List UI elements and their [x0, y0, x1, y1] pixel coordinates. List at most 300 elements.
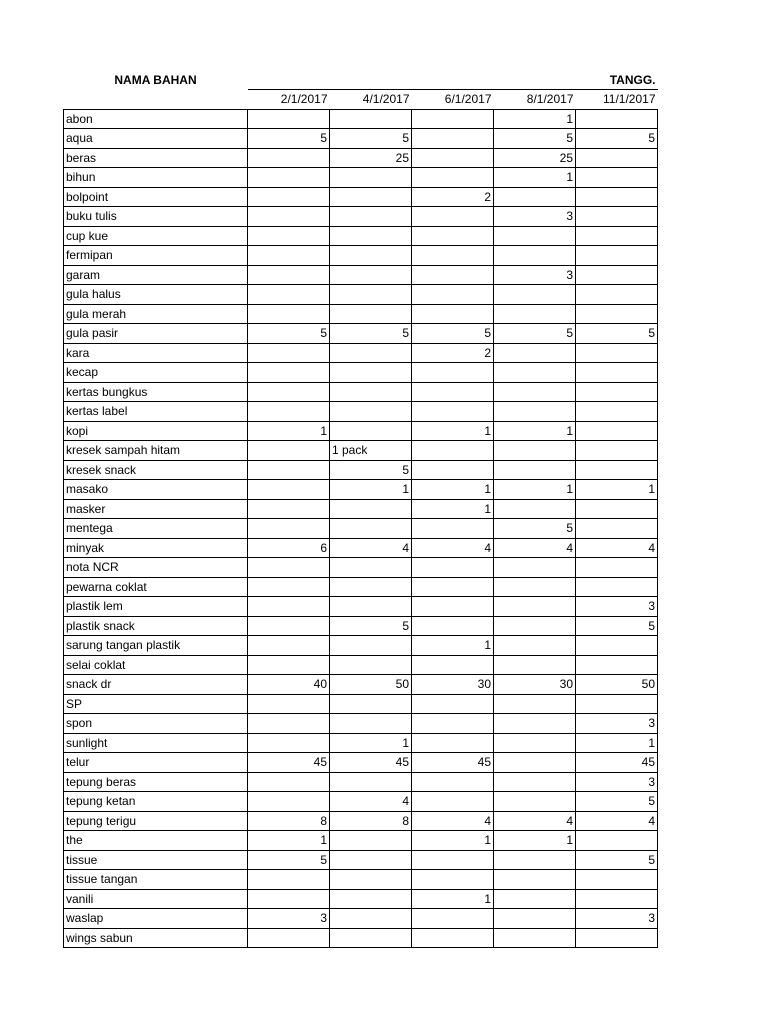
item-name-cell[interactable]: nota NCR — [64, 558, 248, 578]
quantity-cell[interactable] — [330, 577, 412, 597]
quantity-cell[interactable] — [330, 870, 412, 890]
quantity-cell[interactable] — [576, 246, 658, 266]
quantity-cell[interactable]: 1 — [576, 480, 658, 500]
quantity-cell[interactable] — [494, 636, 576, 656]
item-name-cell[interactable]: kertas bungkus — [64, 382, 248, 402]
table-row — [64, 694, 658, 714]
item-name-cell[interactable]: SP — [64, 694, 248, 714]
quantity-cell[interactable] — [330, 772, 412, 792]
date-header-cell[interactable]: 11/1/2017 — [576, 90, 658, 110]
quantity-cell[interactable] — [576, 694, 658, 714]
table-row — [64, 597, 658, 617]
quantity-cell[interactable]: 5 — [494, 324, 576, 344]
quantity-cell[interactable]: 30 — [412, 675, 494, 695]
quantity-cell[interactable] — [494, 363, 576, 383]
quantity-cell[interactable]: 1 — [412, 831, 494, 851]
quantity-cell[interactable]: 1 — [412, 499, 494, 519]
quantity-cell[interactable]: 3 — [576, 714, 658, 734]
quantity-cell[interactable] — [330, 265, 412, 285]
quantity-cell[interactable] — [248, 285, 330, 305]
quantity-cell[interactable] — [248, 928, 330, 948]
table-row — [64, 109, 658, 129]
quantity-cell[interactable] — [576, 109, 658, 129]
quantity-cell[interactable] — [248, 246, 330, 266]
table-row — [64, 655, 658, 675]
quantity-cell[interactable]: 5 — [330, 324, 412, 344]
quantity-cell[interactable]: 5 — [494, 519, 576, 539]
quantity-cell[interactable] — [576, 499, 658, 519]
quantity-cell[interactable]: 1 — [494, 168, 576, 188]
quantity-cell[interactable] — [248, 733, 330, 753]
quantity-cell[interactable] — [494, 285, 576, 305]
quantity-cell[interactable] — [330, 402, 412, 422]
quantity-cell[interactable] — [248, 616, 330, 636]
quantity-cell[interactable]: 5 — [330, 129, 412, 149]
item-name-cell[interactable]: kara — [64, 343, 248, 363]
quantity-cell[interactable] — [412, 714, 494, 734]
table-row — [64, 733, 658, 753]
quantity-cell[interactable] — [412, 928, 494, 948]
quantity-cell[interactable]: 4 — [412, 538, 494, 558]
quantity-cell[interactable] — [576, 577, 658, 597]
quantity-cell[interactable]: 4 — [330, 538, 412, 558]
quantity-cell[interactable] — [494, 655, 576, 675]
quantity-cell[interactable] — [330, 207, 412, 227]
table-row — [64, 714, 658, 734]
quantity-cell[interactable] — [330, 714, 412, 734]
quantity-cell[interactable] — [248, 226, 330, 246]
quantity-cell[interactable] — [330, 421, 412, 441]
quantity-cell[interactable]: 50 — [330, 675, 412, 695]
quantity-cell[interactable] — [494, 577, 576, 597]
item-name-cell[interactable]: gula merah — [64, 304, 248, 324]
quantity-cell[interactable] — [248, 655, 330, 675]
tanggal-header[interactable]: TANGG. — [609, 73, 656, 87]
table-row — [64, 168, 658, 188]
quantity-cell[interactable] — [494, 889, 576, 909]
quantity-cell[interactable] — [248, 168, 330, 188]
item-name-cell[interactable]: abon — [64, 109, 248, 129]
quantity-cell[interactable] — [330, 343, 412, 363]
item-name-cell[interactable]: selai coklat — [64, 655, 248, 675]
table-row — [64, 441, 658, 461]
quantity-cell[interactable] — [248, 343, 330, 363]
quantity-cell[interactable]: 3 — [494, 207, 576, 227]
quantity-cell[interactable]: 5 — [248, 129, 330, 149]
quantity-cell[interactable] — [576, 363, 658, 383]
quantity-cell[interactable]: 1 — [494, 831, 576, 851]
table-row — [64, 811, 658, 831]
table-row — [64, 538, 658, 558]
table-row — [64, 187, 658, 207]
item-name-cell[interactable]: tepung beras — [64, 772, 248, 792]
quantity-cell[interactable] — [412, 226, 494, 246]
table-row — [64, 480, 658, 500]
quantity-cell[interactable] — [494, 187, 576, 207]
table-row — [64, 363, 658, 383]
quantity-cell[interactable] — [576, 382, 658, 402]
quantity-cell[interactable]: 5 — [330, 460, 412, 480]
quantity-cell[interactable] — [576, 636, 658, 656]
table-row — [64, 519, 658, 539]
item-name-cell[interactable]: telur — [64, 753, 248, 773]
quantity-cell[interactable] — [330, 850, 412, 870]
quantity-cell[interactable] — [412, 382, 494, 402]
quantity-cell[interactable]: 8 — [248, 811, 330, 831]
item-name-cell[interactable]: masker — [64, 499, 248, 519]
quantity-cell[interactable] — [412, 363, 494, 383]
quantity-cell[interactable]: 5 — [576, 129, 658, 149]
quantity-cell[interactable]: 4 — [494, 811, 576, 831]
quantity-cell[interactable]: 3 — [494, 265, 576, 285]
quantity-cell[interactable] — [576, 870, 658, 890]
quantity-cell[interactable] — [330, 363, 412, 383]
item-name-cell[interactable]: snack dr — [64, 675, 248, 695]
quantity-cell[interactable]: 1 — [330, 480, 412, 500]
quantity-cell[interactable]: 30 — [494, 675, 576, 695]
date-header-cell[interactable]: 6/1/2017 — [412, 90, 494, 110]
quantity-cell[interactable]: 5 — [330, 616, 412, 636]
quantity-cell[interactable]: 1 — [412, 636, 494, 656]
quantity-cell[interactable] — [576, 343, 658, 363]
quantity-cell[interactable] — [248, 480, 330, 500]
quantity-cell[interactable]: 5 — [576, 324, 658, 344]
table-row — [64, 616, 658, 636]
item-name-cell[interactable]: plastik lem — [64, 597, 248, 617]
quantity-cell[interactable] — [248, 597, 330, 617]
quantity-cell[interactable] — [412, 148, 494, 168]
item-name-cell[interactable]: bihun — [64, 168, 248, 188]
quantity-cell[interactable]: 5 — [412, 324, 494, 344]
quantity-cell[interactable]: 4 — [330, 792, 412, 812]
item-name-cell[interactable]: buku tulis — [64, 207, 248, 227]
quantity-cell[interactable] — [248, 109, 330, 129]
quantity-cell[interactable]: 8 — [330, 811, 412, 831]
quantity-cell[interactable] — [248, 441, 330, 461]
quantity-cell[interactable] — [248, 382, 330, 402]
quantity-cell[interactable]: 4 — [412, 811, 494, 831]
quantity-cell[interactable] — [494, 402, 576, 422]
quantity-cell[interactable] — [248, 207, 330, 227]
quantity-cell[interactable] — [330, 304, 412, 324]
quantity-cell[interactable] — [576, 441, 658, 461]
quantity-cell[interactable] — [330, 597, 412, 617]
item-name-cell[interactable]: aqua — [64, 129, 248, 149]
quantity-cell[interactable] — [412, 772, 494, 792]
quantity-cell[interactable] — [330, 187, 412, 207]
quantity-cell[interactable] — [412, 129, 494, 149]
item-name-cell[interactable]: beras — [64, 148, 248, 168]
quantity-cell[interactable] — [494, 714, 576, 734]
quantity-cell[interactable] — [248, 694, 330, 714]
table-row — [64, 870, 658, 890]
date-header-cell[interactable]: 4/1/2017 — [330, 90, 412, 110]
quantity-cell[interactable] — [576, 168, 658, 188]
quantity-cell[interactable] — [412, 109, 494, 129]
quantity-cell[interactable] — [576, 519, 658, 539]
quantity-cell[interactable] — [248, 577, 330, 597]
item-name-cell[interactable]: mentega — [64, 519, 248, 539]
quantity-cell[interactable] — [576, 285, 658, 305]
date-header-row — [64, 90, 658, 110]
quantity-cell[interactable] — [330, 558, 412, 578]
quantity-cell[interactable] — [494, 382, 576, 402]
quantity-cell[interactable] — [248, 519, 330, 539]
quantity-cell[interactable] — [412, 519, 494, 539]
quantity-cell[interactable] — [412, 870, 494, 890]
quantity-cell[interactable] — [412, 733, 494, 753]
quantity-cell[interactable] — [330, 499, 412, 519]
quantity-cell[interactable]: 5 — [576, 850, 658, 870]
table-row — [64, 402, 658, 422]
quantity-cell[interactable]: 5 — [248, 324, 330, 344]
quantity-cell[interactable]: 3 — [576, 909, 658, 929]
quantity-cell[interactable] — [412, 577, 494, 597]
quantity-cell[interactable] — [576, 421, 658, 441]
quantity-cell[interactable]: 25 — [494, 148, 576, 168]
table-row — [64, 382, 658, 402]
quantity-cell[interactable]: 4 — [576, 538, 658, 558]
quantity-cell[interactable]: 45 — [576, 753, 658, 773]
item-name-cell[interactable]: vanili — [64, 889, 248, 909]
quantity-cell[interactable] — [494, 928, 576, 948]
table-row — [64, 675, 658, 695]
quantity-cell[interactable]: 2 — [412, 187, 494, 207]
quantity-cell[interactable] — [248, 792, 330, 812]
quantity-cell[interactable]: 3 — [576, 597, 658, 617]
quantity-cell[interactable] — [494, 870, 576, 890]
quantity-cell[interactable] — [330, 246, 412, 266]
quantity-cell[interactable]: 1 pack — [330, 441, 412, 461]
quantity-cell[interactable] — [494, 616, 576, 636]
quantity-cell[interactable] — [412, 655, 494, 675]
quantity-cell[interactable]: 1 — [494, 421, 576, 441]
item-name-cell[interactable]: garam — [64, 265, 248, 285]
quantity-cell[interactable]: 45 — [330, 753, 412, 773]
quantity-cell[interactable]: 50 — [576, 675, 658, 695]
quantity-cell[interactable] — [412, 694, 494, 714]
quantity-cell[interactable] — [494, 772, 576, 792]
quantity-cell[interactable] — [330, 909, 412, 929]
quantity-cell[interactable] — [576, 148, 658, 168]
quantity-cell[interactable]: 45 — [412, 753, 494, 773]
quantity-cell[interactable] — [576, 460, 658, 480]
spreadsheet — [63, 71, 658, 948]
item-name-cell[interactable]: waslap — [64, 909, 248, 929]
quantity-cell[interactable] — [412, 460, 494, 480]
quantity-cell[interactable]: 25 — [330, 148, 412, 168]
quantity-cell[interactable] — [576, 928, 658, 948]
quantity-cell[interactable] — [248, 870, 330, 890]
table-row — [64, 304, 658, 324]
quantity-cell[interactable] — [494, 499, 576, 519]
item-name-cell[interactable]: pewarna coklat — [64, 577, 248, 597]
date-header-cell[interactable]: 2/1/2017 — [248, 90, 330, 110]
quantity-cell[interactable] — [494, 733, 576, 753]
quantity-cell[interactable] — [248, 889, 330, 909]
quantity-cell[interactable] — [412, 616, 494, 636]
item-name-cell[interactable]: spon — [64, 714, 248, 734]
quantity-cell[interactable] — [412, 850, 494, 870]
quantity-cell[interactable] — [330, 831, 412, 851]
quantity-cell[interactable] — [494, 441, 576, 461]
table-row — [64, 265, 658, 285]
quantity-cell[interactable] — [330, 285, 412, 305]
quantity-cell[interactable] — [412, 304, 494, 324]
item-name-cell[interactable]: wings sabun — [64, 928, 248, 948]
quantity-cell[interactable] — [576, 304, 658, 324]
quantity-cell[interactable] — [494, 597, 576, 617]
quantity-cell[interactable]: 1 — [576, 733, 658, 753]
quantity-cell[interactable]: 3 — [576, 772, 658, 792]
quantity-cell[interactable] — [494, 343, 576, 363]
item-name-cell[interactable]: plastik snack — [64, 616, 248, 636]
quantity-cell[interactable]: 6 — [248, 538, 330, 558]
quantity-cell[interactable] — [494, 753, 576, 773]
quantity-cell[interactable] — [330, 694, 412, 714]
quantity-cell[interactable]: 1 — [412, 480, 494, 500]
quantity-cell[interactable] — [412, 792, 494, 812]
quantity-cell[interactable] — [494, 460, 576, 480]
item-name-cell[interactable]: tepung terigu — [64, 811, 248, 831]
quantity-cell[interactable] — [576, 558, 658, 578]
quantity-cell[interactable] — [576, 831, 658, 851]
quantity-cell[interactable] — [494, 558, 576, 578]
quantity-cell[interactable] — [248, 402, 330, 422]
quantity-cell[interactable] — [330, 889, 412, 909]
item-name-cell[interactable]: masako — [64, 480, 248, 500]
quantity-cell[interactable] — [494, 246, 576, 266]
quantity-cell[interactable] — [412, 402, 494, 422]
quantity-cell[interactable]: 4 — [576, 811, 658, 831]
quantity-cell[interactable] — [248, 558, 330, 578]
item-name-cell[interactable]: sarung tangan plastik — [64, 636, 248, 656]
item-name-cell[interactable]: gula halus — [64, 285, 248, 305]
quantity-cell[interactable] — [248, 636, 330, 656]
table-row — [64, 792, 658, 812]
quantity-cell[interactable]: 1 — [330, 733, 412, 753]
quantity-cell[interactable] — [330, 109, 412, 129]
quantity-cell[interactable]: 5 — [576, 792, 658, 812]
quantity-cell[interactable]: 40 — [248, 675, 330, 695]
quantity-cell[interactable] — [494, 304, 576, 324]
item-name-cell[interactable]: gula pasir — [64, 324, 248, 344]
quantity-cell[interactable]: 1 — [412, 421, 494, 441]
item-name-cell[interactable]: tissue tangan — [64, 870, 248, 890]
quantity-cell[interactable] — [330, 655, 412, 675]
quantity-cell[interactable]: 5 — [494, 129, 576, 149]
item-name-cell[interactable]: kopi — [64, 421, 248, 441]
quantity-cell[interactable]: 3 — [248, 909, 330, 929]
quantity-cell[interactable] — [248, 714, 330, 734]
quantity-cell[interactable] — [494, 226, 576, 246]
table-row — [64, 129, 658, 149]
item-name-cell[interactable]: tepung ketan — [64, 792, 248, 812]
quantity-cell[interactable] — [576, 226, 658, 246]
quantity-cell[interactable] — [412, 909, 494, 929]
quantity-cell[interactable] — [412, 597, 494, 617]
quantity-cell[interactable]: 1 — [412, 889, 494, 909]
item-name-cell[interactable]: kertas label — [64, 402, 248, 422]
table-row — [64, 636, 658, 656]
table-row — [64, 324, 658, 344]
item-name-cell[interactable]: kresek snack — [64, 460, 248, 480]
quantity-cell[interactable]: 45 — [248, 753, 330, 773]
quantity-cell[interactable]: 1 — [494, 109, 576, 129]
quantity-cell[interactable] — [330, 519, 412, 539]
quantity-cell[interactable] — [248, 499, 330, 519]
quantity-cell[interactable]: 2 — [412, 343, 494, 363]
quantity-cell[interactable] — [330, 382, 412, 402]
quantity-cell[interactable] — [576, 655, 658, 675]
item-name-cell[interactable]: sunlight — [64, 733, 248, 753]
table-row — [64, 207, 658, 227]
quantity-cell[interactable] — [330, 928, 412, 948]
item-name-cell[interactable]: kecap — [64, 363, 248, 383]
quantity-cell[interactable] — [576, 889, 658, 909]
quantity-cell[interactable] — [412, 207, 494, 227]
quantity-cell[interactable]: 4 — [494, 538, 576, 558]
item-name-cell[interactable]: kresek sampah hitam — [64, 441, 248, 461]
item-name-cell[interactable]: cup kue — [64, 226, 248, 246]
quantity-cell[interactable] — [330, 168, 412, 188]
quantity-cell[interactable] — [248, 148, 330, 168]
quantity-cell[interactable] — [330, 636, 412, 656]
quantity-cell[interactable]: 1 — [494, 480, 576, 500]
item-name-cell[interactable]: fermipan — [64, 246, 248, 266]
quantity-cell[interactable] — [248, 265, 330, 285]
nama-bahan-header[interactable]: NAMA BAHAN — [114, 73, 197, 88]
quantity-cell[interactable] — [494, 792, 576, 812]
item-name-cell[interactable]: the — [64, 831, 248, 851]
quantity-cell[interactable] — [576, 187, 658, 207]
quantity-cell[interactable] — [412, 558, 494, 578]
quantity-cell[interactable] — [330, 226, 412, 246]
quantity-cell[interactable] — [412, 168, 494, 188]
quantity-cell[interactable] — [412, 246, 494, 266]
table-row — [64, 499, 658, 519]
quantity-cell[interactable] — [494, 850, 576, 870]
quantity-cell[interactable] — [248, 187, 330, 207]
table-row — [64, 421, 658, 441]
quantity-cell[interactable]: 5 — [576, 616, 658, 636]
date-header-cell[interactable]: 8/1/2017 — [494, 90, 576, 110]
quantity-cell[interactable] — [248, 772, 330, 792]
table-row — [64, 148, 658, 168]
quantity-cell[interactable] — [412, 265, 494, 285]
quantity-cell[interactable] — [412, 285, 494, 305]
table-row — [64, 909, 658, 929]
quantity-cell[interactable]: 5 — [248, 850, 330, 870]
item-name-cell[interactable]: tissue — [64, 850, 248, 870]
table-row — [64, 577, 658, 597]
quantity-cell[interactable] — [576, 402, 658, 422]
quantity-cell[interactable] — [412, 441, 494, 461]
quantity-cell[interactable] — [494, 909, 576, 929]
quantity-cell[interactable] — [248, 460, 330, 480]
table-row — [64, 246, 658, 266]
item-name-cell[interactable]: minyak — [64, 538, 248, 558]
quantity-cell[interactable] — [248, 363, 330, 383]
item-name-cell[interactable]: bolpoint — [64, 187, 248, 207]
table-row — [64, 343, 658, 363]
quantity-cell[interactable] — [576, 207, 658, 227]
quantity-cell[interactable] — [576, 265, 658, 285]
quantity-cell[interactable] — [248, 304, 330, 324]
quantity-cell[interactable]: 1 — [248, 831, 330, 851]
quantity-cell[interactable] — [494, 694, 576, 714]
quantity-cell[interactable]: 1 — [248, 421, 330, 441]
